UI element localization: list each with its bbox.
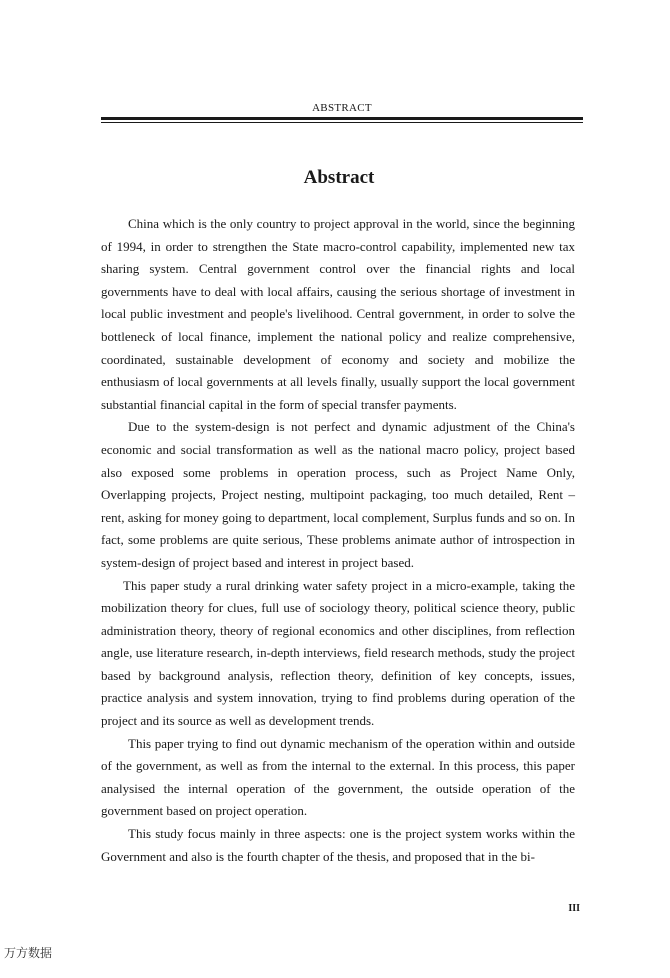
running-head: ABSTRACT [312, 102, 372, 114]
paragraph-5: This study focus mainly in three aspects: one is the project system works within the Government and also is the fourth chapter of the thesis, and proposed that in the bi- [101, 826, 575, 864]
header-rule-thick [101, 117, 583, 120]
header-rule-thin [101, 122, 583, 123]
paragraph-2: Due to the system-design is not perfect and dynamic adjustment of the China's economic and social transformation as well as the national macro policy, project based also exposed some problems in operation process, such as Project Name Only, Overlapping projects, Project nesting, multipoint packaging, too much detailed, Rent – rent, asking for money going to department, local complement, Surplus funds and so on. In fact, some problems are quite serious, These problems animate author of introspection in system-design of project based and interest in project based. [101, 419, 575, 570]
page-number: III [568, 903, 580, 914]
paragraph-3: This paper study a rural drinking water safety project in a micro-example, taking the mobilization theory for clues, full use of sociology theory, political science theory, public administration theory, theory of regional economics and other disciplines, from reflection angle, use literature research, in-depth interviews, field research methods, study the project based by background analysis, reflection theory, definition of key concepts, issues, practice analysis and system innovation, trying to find problems during operation of the project and its source as well as development trends. [101, 577, 575, 729]
page-title: Abstract [303, 167, 375, 188]
paragraph-1: China which is the only country to project approval in the world, since the beginning of 1994, in order to strengthen the State macro-control capability, implemented new tax sharing system. Central government control over the financial rights and local governments have to deal with local affairs, causing the serious shortage of investment in local public investment and people's livelihood. Central government, in order to solve the bottleneck of local finance, implement the national policy and realize comprehensive, coordinated, sustainable development of economy and society and mobilize the enthusiasm of local governments at all levels finally, usually support the local government substantial financial capital in the form of special transfer payments. [101, 216, 575, 412]
abstract-body [101, 213, 575, 868]
paragraph-4: This paper trying to find out dynamic mechanism of the operation within and outside of the government, as well as from the internal to the external. In this process, this paper analysised the internal operation of the government, the outside operation of the government based on project operation. [101, 735, 575, 819]
watermark: 万方数据 [4, 946, 53, 960]
